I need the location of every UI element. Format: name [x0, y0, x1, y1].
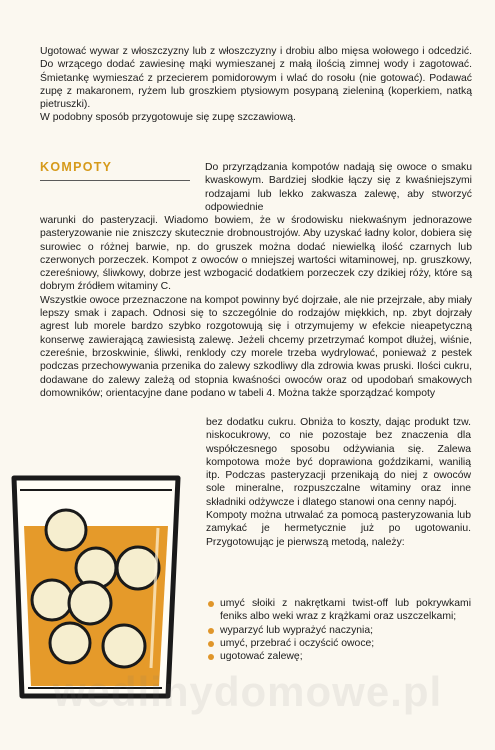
body-paragraph-3: bez dodatku cukru. Obniża to koszty, dając produkt tzw. niskocukrowy, co nie pozostaje bez znaczenia dla współczesnego sposobu odżywiania się. Zalewa kompotowa może być doprawiona goździkami, wanilią itp. Podczas pasteryzacji przenikają do niej z owoców sole mineralne, rozpuszczalne witaminy oraz inne składniki odżywcze i dlatego stanowi ona cenny napój. [206, 417, 471, 508]
fruit-circle [32, 580, 72, 620]
bullet-icon [208, 654, 214, 660]
list-item: umyć, przebrać i oczyścić owoce; [206, 637, 471, 650]
body-paragraph-2: Wszystkie owoce przeznaczone na kompot powinny być dojrzałe, ale nie przejrzałe, aby miały lepszy smak i zapach. Odnosi się to szczególnie do rodzajów miękkich, np. zbyt dojrzały agrest lub morele bardzo szybko rozgotowują się i otrzymujemy w efekcie nieapetyczną konserwę zawierającą zawiesistą zalewę. Jeżeli chcemy przetrzymać kompot dłużej, wiśnie, czereśnie, brzoskwinie, śliwki, renklody czy morele trzeba wydrylować, ponieważ z pestek podczas przechowywania przenika do zalewy szkodliwy dla zdrowia kwas pruski. Ilości cukru, dodawane do zalewy zależą od stopnia kwaśności owoców oraz od upodobań smakowych domowników; orientacyjne dane podano w tabeli 4. Można także sporządzać kompoty [40, 294, 472, 399]
intro-paragraph: Ugotować wywar z włoszczyzny lub z włoszczyzny i drobiu albo mięsa wołowego i odcedzić. Do wrzącego dodać zawiesinę mąki wymieszanej z małą ilością zimnej wody i zagotować. Śmietankę wymieszać z przecierem pomidorowym i wlać do rosołu (nie gotować). Podawać zupę z makaronem, ryżem lub groszkiem ptysiowym posypaną zieleniną (koperkiem, natką pietruszki). [40, 46, 472, 111]
list-item: ugotować zalewę; [206, 650, 471, 663]
intro-recipe-text [40, 45, 472, 125]
list-item: umyć słoiki z nakrętkami twist-off lub pokrywkami feniks albo weki wraz z krążkami oraz uszczelkami; [206, 597, 471, 624]
fruit-circle [46, 510, 86, 550]
bullet-icon [208, 641, 214, 647]
body-paragraph-start: Do przyrządzania kompotów nadają się owoce o smaku kwaskowym. Bardziej słodkie łączy się z kwaśniejszymi rodzajami lub lekko zakwasza zalewę, aby stworzyć odpowiednie [205, 162, 472, 213]
section-heading: KOMPOTY [40, 160, 113, 174]
fruit-circle [50, 623, 90, 663]
fruit-circle [103, 625, 145, 667]
fruit-circle [117, 547, 159, 589]
intro-closing-line: W podobny sposób przygotowuje się zupę szczawiową. [40, 112, 296, 124]
bullet-icon [208, 601, 214, 607]
body-paragraph-4: Kompoty można utrwalać za pomocą pasteryzowania lub zamykać je hermetycznie już po ugotowaniu. Przygotowując je pierwszą metodą, należy: [206, 510, 471, 548]
heading-rule [40, 180, 190, 181]
body-full-width [40, 214, 472, 400]
body-right-column [206, 416, 471, 549]
list-item: wyparzyć lub wyprażyć naczynia; [206, 624, 471, 637]
watermark: wedlinydomowe.pl [52, 668, 443, 715]
steps-list [206, 597, 471, 663]
body-paragraph-1: warunki do pasteryzacji. Wiadomo bowiem, że w środowisku niekwaśnym jednorazowe pasteryzowanie nie zniszczy skutecznie drobnoustrojów. Aby uzyskać ładny kolor, dobiera się surowiec o różnej barwie, np. do gruszek można dodać niewielką ilość czarnych lub czerwonych porzeczek. Kompot z owoców o mniejszej wartości witaminowej, np. gruszkowy, czereśniowy, śliwkowy, dobrze jest wzbogacić dodatkiem porzeczek czy dzikiej róży, które są dobrym źródłem witaminy C. [40, 215, 472, 293]
fruit-circle [69, 582, 111, 624]
section-heading-block [40, 160, 190, 181]
bullet-icon [208, 628, 214, 634]
